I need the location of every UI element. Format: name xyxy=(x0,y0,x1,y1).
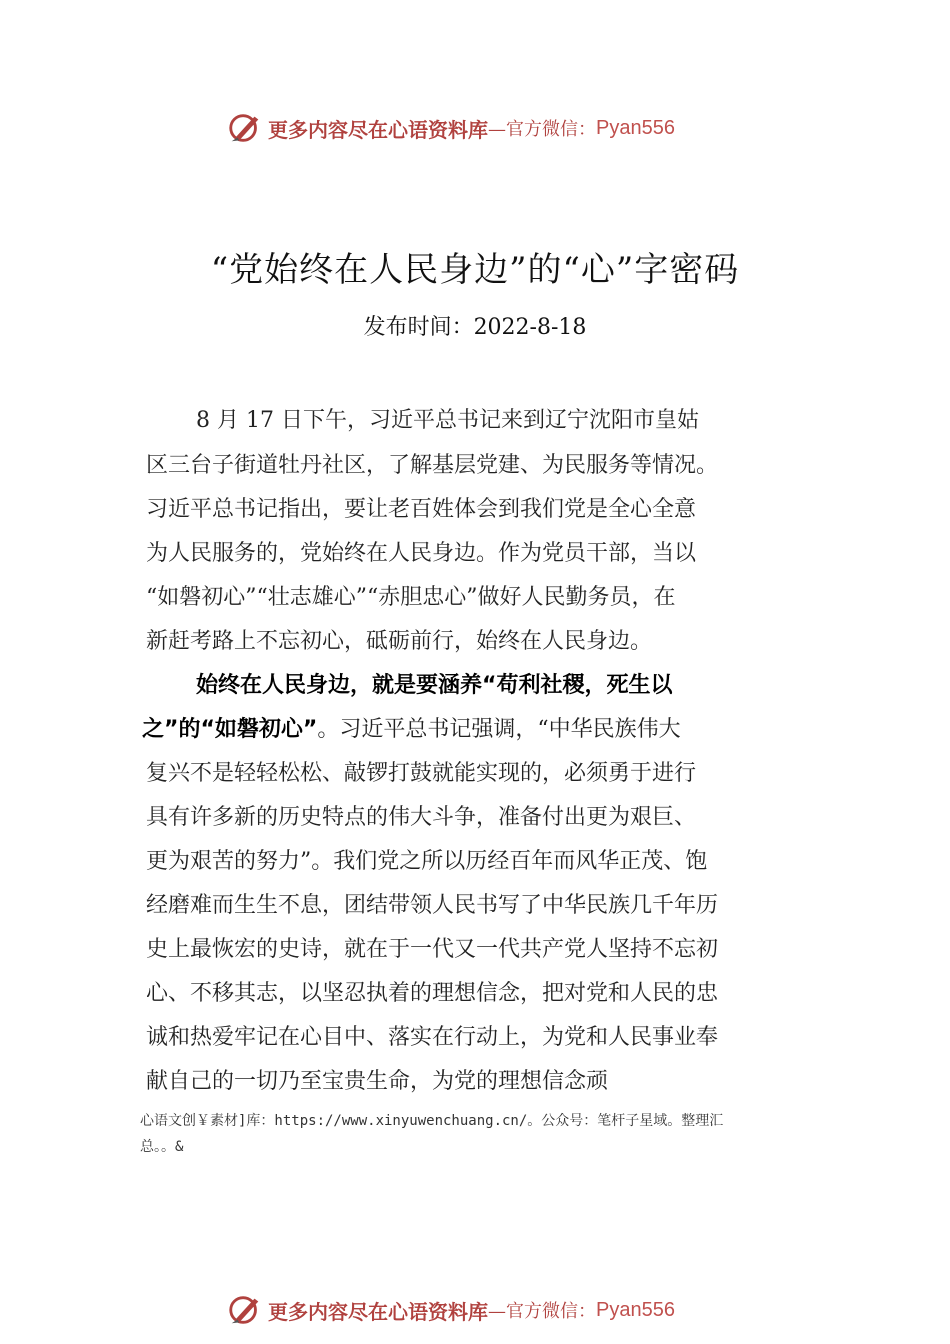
paragraph-line: 献自己的一切乃至宝贵生命，为党的理想信念顽 xyxy=(146,1069,609,1094)
pen-logo-icon xyxy=(226,1291,264,1329)
banner-library-text: 更多内容尽在心语资料库 xyxy=(268,1299,488,1324)
banner-library-text: 更多内容尽在心语资料库 xyxy=(268,117,488,142)
paragraph-line: 8 月 17 日下午，习近平总书记来到辽宁沈阳市皇姑 xyxy=(196,408,699,433)
source-footnote xyxy=(140,1108,820,1160)
paragraph-line: 心、不移其志，以坚忍执着的理想信念，把对党和人民的忠 xyxy=(146,981,719,1006)
paragraph-line-mixed xyxy=(142,715,681,745)
article-title: “党始终在人民身边”的“心”字密码 xyxy=(210,250,740,290)
footer-banner xyxy=(226,1290,675,1330)
publish-date: 发布时间：2022-8-18 xyxy=(363,315,587,340)
pen-logo-icon xyxy=(226,109,264,147)
paragraph-line: 经磨难而生生不息，团结带领人民书写了中华民族几千年历 xyxy=(146,893,719,918)
paragraph-line: 习近平总书记指出，要让老百姓体会到我们党是全心全意 xyxy=(146,497,697,522)
paragraph-line: 具有许多新的历史特点的伟大斗争，准备付出更为艰巨、 xyxy=(146,805,697,830)
footnote-line: 心语文创￥素材]库：https://www.xinyuwenchuang.cn/。公众号：笔杆子星域。整理汇 xyxy=(140,1113,724,1129)
paragraph-line: 诚和热爱牢记在心目中、落实在行动上，为党和人民事业奉 xyxy=(146,1025,719,1050)
footnote-line: 总。。& xyxy=(140,1139,184,1155)
paragraph-line: 史上最恢宏的史诗，就在于一代又一代共产党人坚持不忘初 xyxy=(146,937,719,962)
paragraph-line: 更为艰苦的努力”。我们党之所以历经百年而风华正茂、饱 xyxy=(146,849,708,874)
bold-lead-text: 始终在人民身边，就是要涵养“苟利社稷，死生以 xyxy=(196,673,673,698)
bold-lead-text: 之”的“如磐初心” xyxy=(142,717,318,742)
paragraph-line: 新赶考路上不忘初心，砥砺前行，始终在人民身边。 xyxy=(146,629,653,654)
paragraph-line: 区三台子街道牡丹社区，了解基层党建、为民服务等情况。 xyxy=(146,453,719,478)
paragraph-line: 为人民服务的，党始终在人民身边。作为党员干部，当以 xyxy=(146,541,697,566)
header-banner xyxy=(226,108,675,148)
paragraph-text: 。习近平总书记强调，“中华民族伟大 xyxy=(317,717,681,742)
banner-wechat-label: —官方微信： xyxy=(488,1301,596,1322)
paragraph-line-bold xyxy=(196,671,672,701)
banner-wechat-id: Pyan556 xyxy=(596,1298,675,1321)
banner-wechat-id: Pyan556 xyxy=(596,116,675,139)
paragraph-line: “如磐初心”“壮志雄心”“赤胆忠心”做好人民勤务员，在 xyxy=(146,585,676,610)
paragraph-line: 复兴不是轻轻松松、敲锣打鼓就能实现的，必须勇于进行 xyxy=(146,761,697,786)
banner-wechat-label: —官方微信： xyxy=(488,119,596,140)
